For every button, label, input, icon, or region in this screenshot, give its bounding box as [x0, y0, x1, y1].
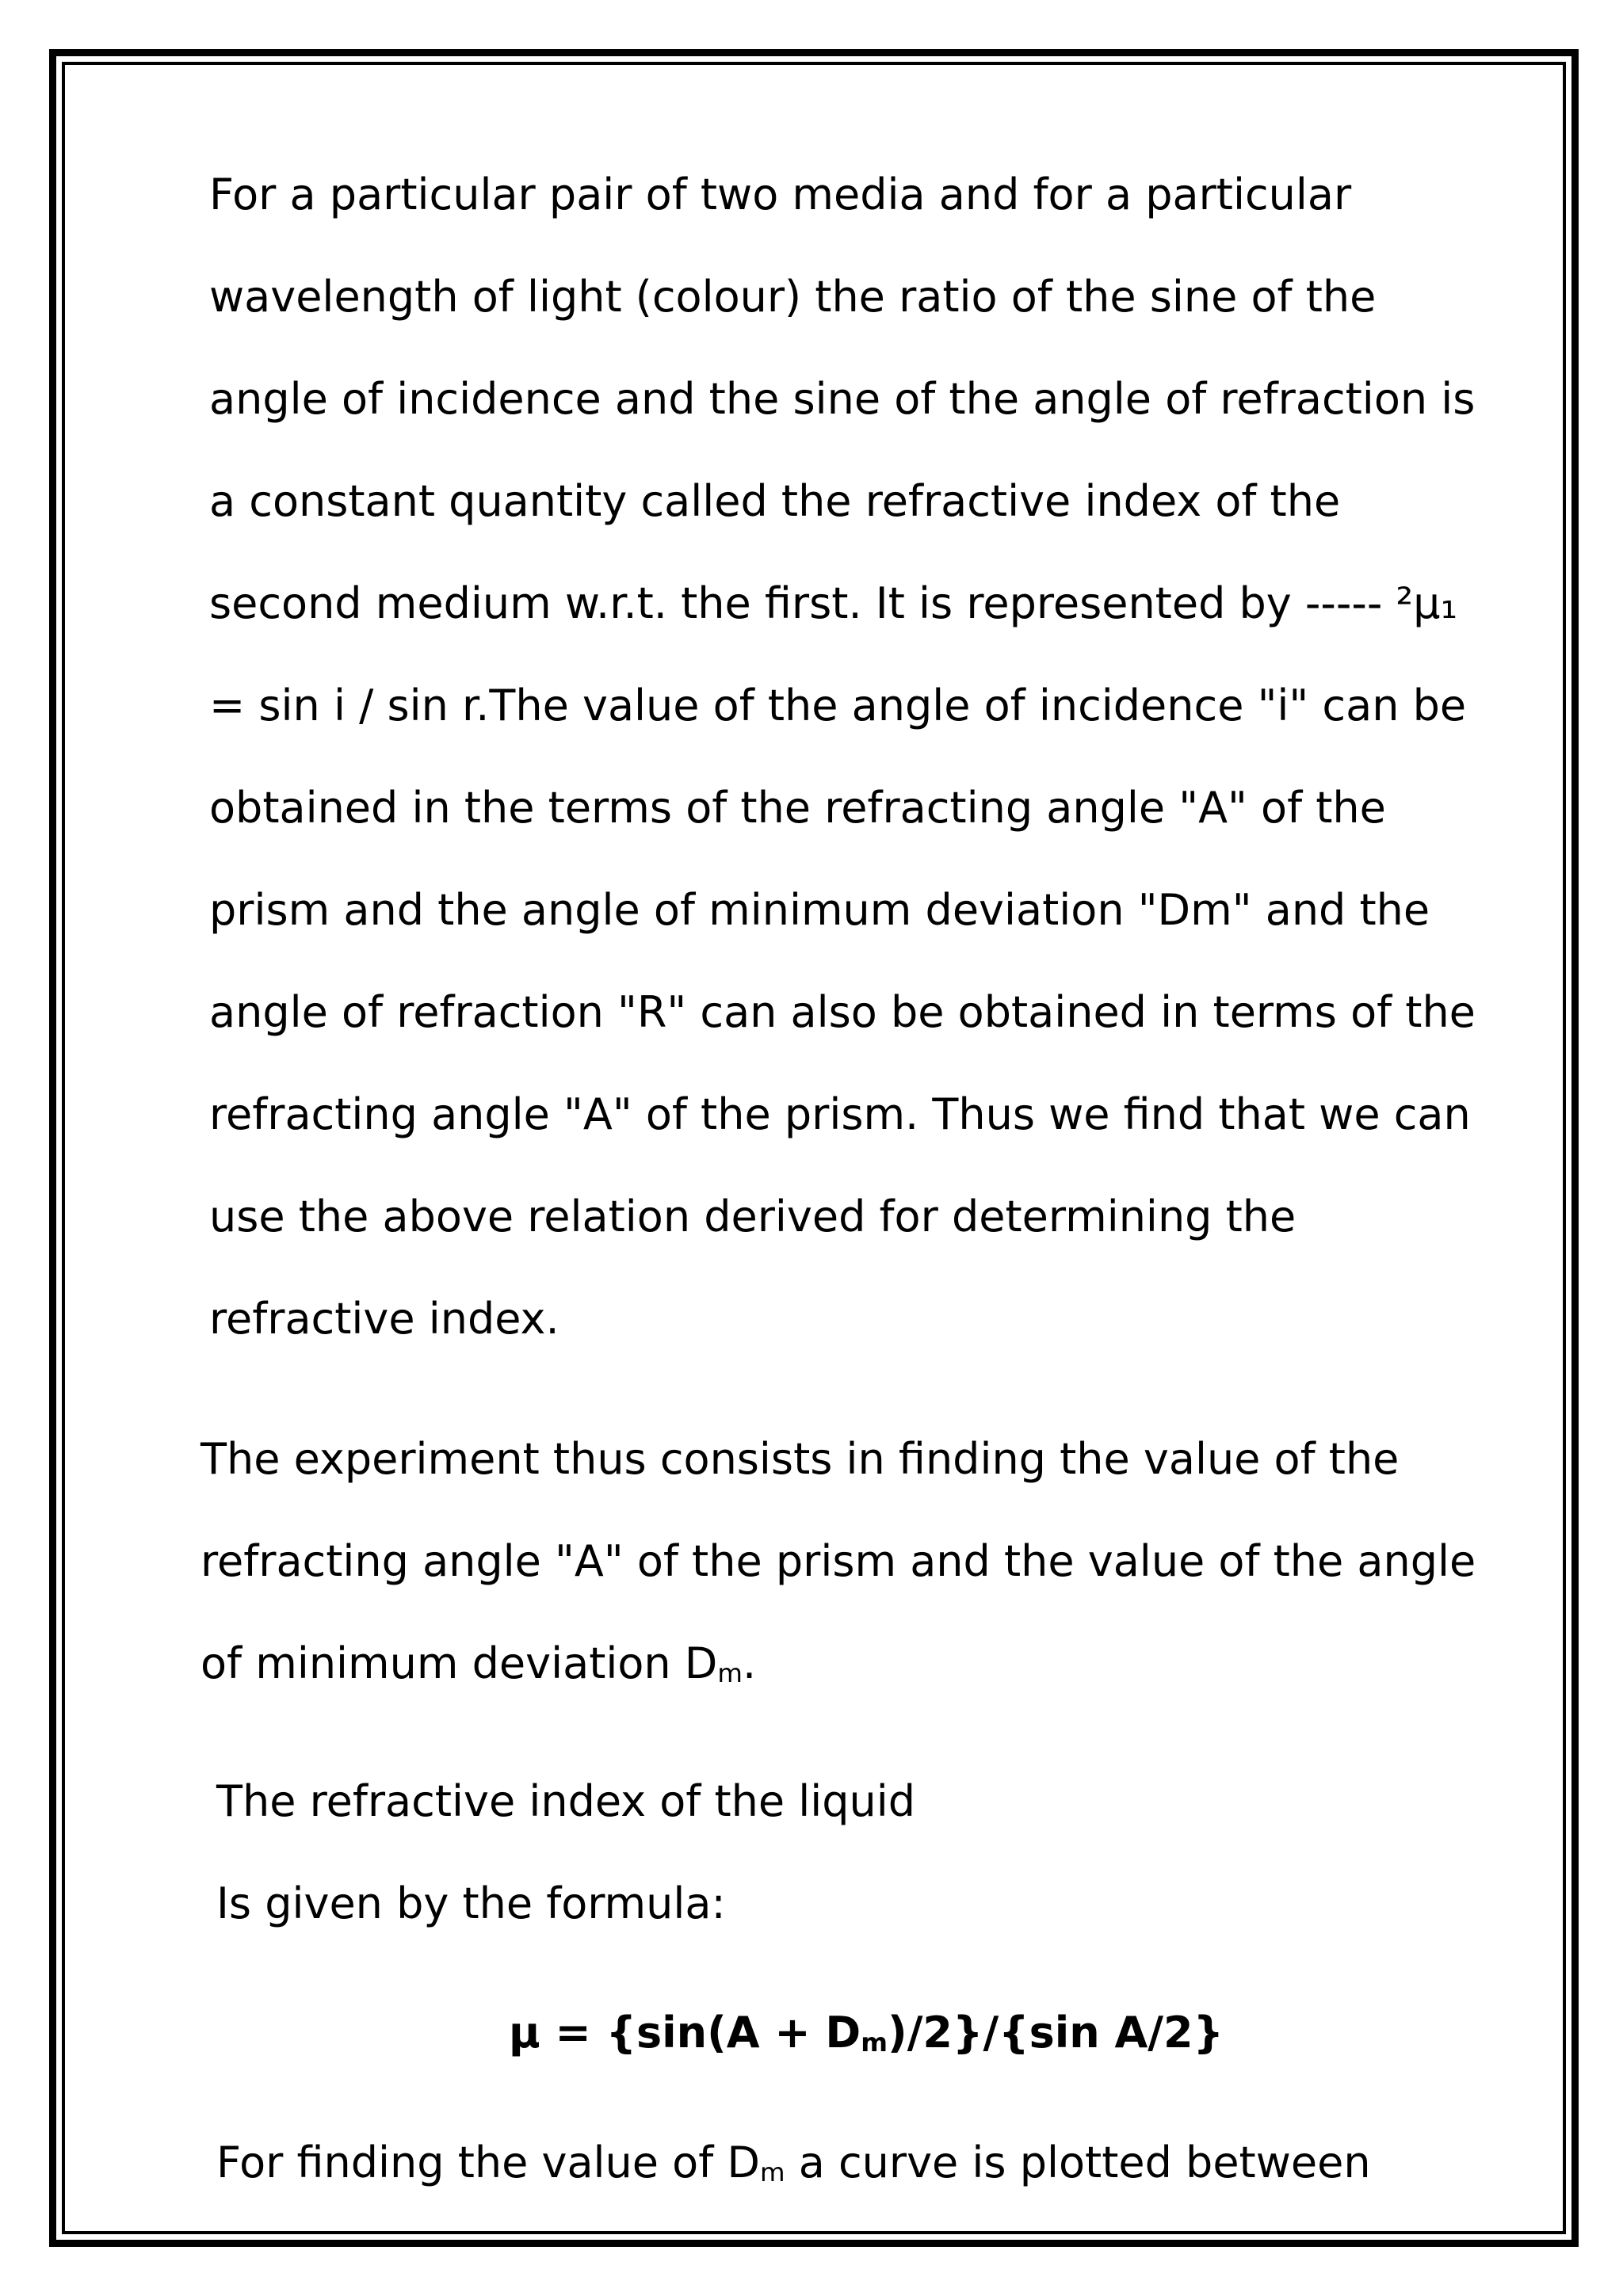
- subscript: m: [759, 2157, 785, 2187]
- text-line: refracting angle "A" of the prism and the value of the angle: [200, 1536, 1476, 1586]
- subscript: m: [717, 1657, 743, 1688]
- text-line: a constant quantity called the refractive index of the: [209, 476, 1341, 526]
- text-line: The experiment thus consists in finding the value of the: [200, 1434, 1400, 1484]
- text-line: second medium w.r.t. the first. It is represented by ----- ²μ₁: [209, 578, 1458, 628]
- text-line: use the above relation derived for determining the: [209, 1192, 1296, 1241]
- text-line: = sin i / sin r.The value of the angle of incidence "i" can be: [209, 681, 1467, 730]
- refractive-index-formula: [509, 2008, 1224, 2058]
- formula-part: μ = {sin(A + D: [509, 2008, 861, 2058]
- text-span: a curve is plotted between: [785, 2138, 1371, 2187]
- text-span: .: [742, 1638, 757, 1688]
- text-line: prism and the angle of minimum deviation "Dm" and the: [209, 885, 1430, 935]
- text-line: obtained in the terms of the refracting angle "A" of the: [209, 783, 1386, 833]
- formula-part: )/2}/{sin A/2}: [888, 2008, 1224, 2058]
- text-line: For a particular pair of two media and for a particular: [209, 170, 1352, 219]
- text-line: angle of incidence and the sine of the angle of refraction is: [209, 374, 1476, 424]
- text-line: angle of refraction "R" can also be obtained in terms of the: [209, 987, 1476, 1037]
- paragraph-curve-intro: [216, 2138, 1371, 2188]
- text-span: For finding the value of D: [216, 2138, 760, 2187]
- text-line: The refractive index of the liquid: [216, 1776, 916, 1826]
- subscript: m: [861, 2027, 888, 2058]
- text-line: refracting angle "A" of the prism. Thus we find that we can: [209, 1089, 1471, 1139]
- text-line: wavelength of light (colour) the ratio of the sine of the: [209, 272, 1377, 322]
- text-span: of minimum deviation D: [200, 1638, 718, 1688]
- text-line: [200, 1638, 756, 1689]
- text-line: Is given by the formula:: [216, 1878, 726, 1928]
- text-line: refractive index.: [209, 1294, 559, 1344]
